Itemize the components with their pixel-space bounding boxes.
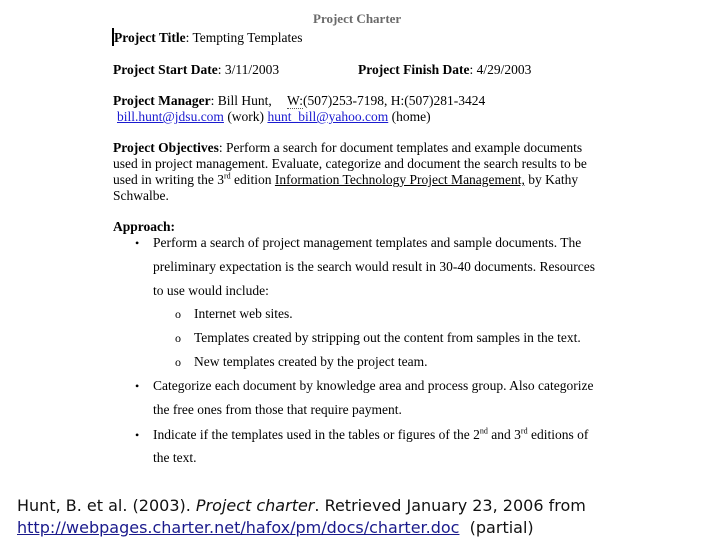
finish-date-value: : 4/29/2003 [469, 62, 532, 77]
finish-date-label: Project Finish Date [358, 62, 470, 77]
email-line [117, 109, 431, 125]
book-title: Information Technology Project Management, [274, 172, 525, 187]
sub-bullet-3-glyph: o [175, 355, 181, 369]
bullet-2-glyph: • [135, 379, 140, 393]
objectives-sup: rd [224, 171, 231, 181]
bullet-3-text-b: and 3 [487, 427, 521, 442]
email-work-link[interactable]: bill.hunt@jdsu.com [117, 109, 224, 124]
project-title-value: : Tempting Templates [185, 30, 303, 45]
bullet-3-text-c: editions of [527, 427, 589, 442]
citation-line-1 [17, 495, 707, 517]
project-title-line [114, 30, 302, 46]
sub-bullet-3: New templates created by the project team. [194, 354, 428, 369]
charter-heading: Project Charter [313, 11, 402, 26]
citation [17, 495, 707, 539]
objectives-line-2: used in project management. Evaluate, categorize and document the search results to be [113, 156, 587, 171]
email-home-link[interactable]: hunt_bill@yahoo.com [267, 109, 389, 124]
manager-line [113, 93, 272, 109]
finish-date-line [358, 62, 531, 78]
sub-bullet-1: Internet web sites. [194, 306, 293, 321]
bullet-1-line-1: Perform a search of project management templates and sample documents. The [153, 235, 582, 250]
objectives-text-3c: by Kathy [524, 172, 579, 187]
bullet-3-line-2: the text. [153, 450, 197, 465]
objectives-line-3 [113, 172, 578, 188]
manager-label: Project Manager [113, 93, 211, 108]
citation-note: (partial) [459, 518, 534, 537]
bullet-3-line-1 [153, 427, 588, 443]
start-date-value: : 3/11/2003 [217, 62, 280, 77]
start-date-line [113, 62, 279, 78]
citation-url-link[interactable]: http://webpages.charter.net/hafox/pm/docs/charter.doc [17, 518, 460, 537]
phone-numbers: (507)253-7198, H:(507)281-3424 [303, 93, 486, 108]
approach-heading [113, 219, 175, 235]
bullet-1-line-3: to use would include: [153, 283, 269, 298]
bullet-2-line-1: Categorize each document by knowledge area and process group. Also categorize [153, 378, 594, 393]
objectives-text-3b: edition [230, 172, 275, 187]
objectives-text-1: : Perform a search for document templates and example documents [218, 140, 583, 155]
objectives-line-1 [113, 140, 582, 156]
bullet-3-sup-2: rd [520, 426, 528, 436]
objectives-label: Project Objectives [113, 140, 219, 155]
manager-phones [287, 93, 485, 109]
start-date-label: Project Start Date [113, 62, 218, 77]
citation-title: Project charter [195, 496, 315, 515]
objectives-text-3a: used in writing the 3 [113, 172, 224, 187]
sub-bullet-2-glyph: o [175, 331, 181, 345]
citation-line-2 [17, 517, 707, 539]
project-title-label: Project Title [114, 30, 186, 45]
bullet-3-glyph: • [135, 428, 140, 442]
email-work-note: (work) [227, 109, 265, 124]
bullet-3-sup-1: nd [479, 426, 488, 436]
email-home-note: (home) [391, 109, 431, 124]
sub-bullet-1-glyph: o [175, 307, 181, 321]
bullet-1-line-2: preliminary expectation is the search would result in 30-40 documents. Resources [153, 259, 596, 274]
objectives-line-4: Schwalbe. [113, 188, 169, 203]
sub-bullet-2: Templates created by stripping out the content from samples in the text. [194, 330, 581, 345]
citation-suffix: . Retrieved January 23, 2006 from [314, 496, 586, 515]
manager-value: : Bill Hunt, [210, 93, 272, 108]
bullet-2-line-2: the free ones from those that require payment. [153, 402, 402, 417]
bullet-3-text-a: Indicate if the templates used in the tables or figures of the 2 [153, 427, 480, 442]
bullet-1-glyph: • [135, 236, 140, 250]
approach-label: Approach: [113, 219, 176, 234]
phone-work-label: W: [287, 93, 303, 108]
citation-prefix: Hunt, B. et al. (2003). [17, 496, 196, 515]
